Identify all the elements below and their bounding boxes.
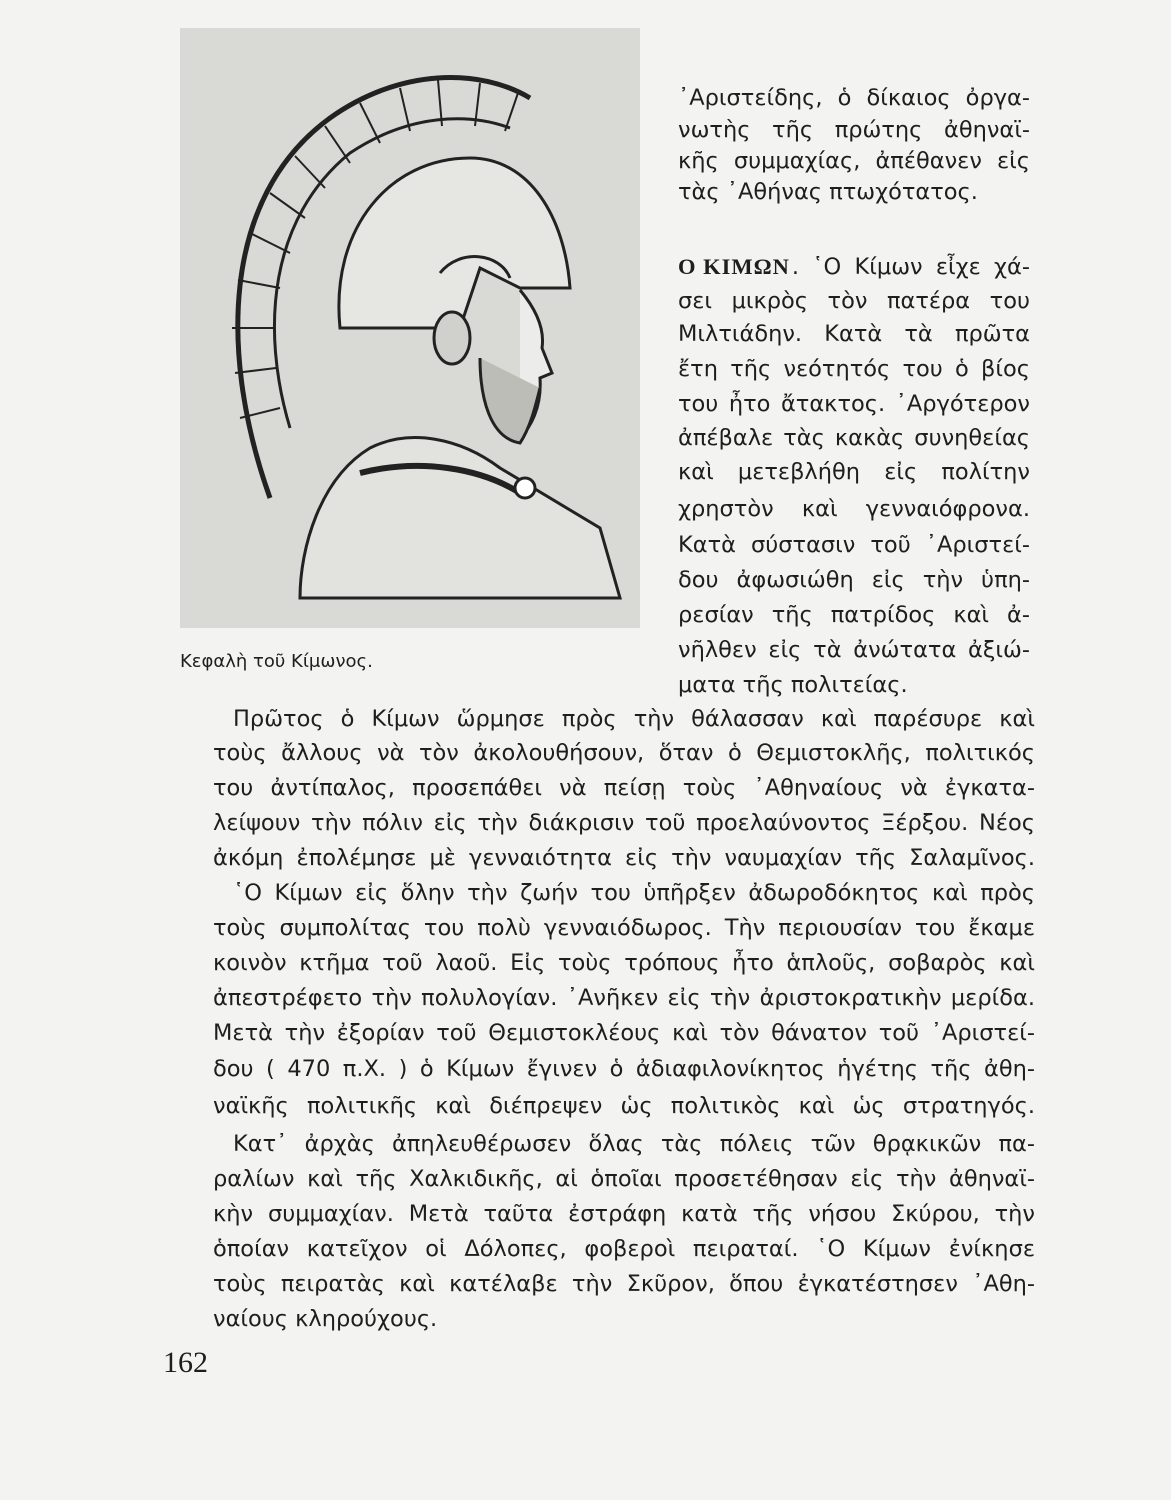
figure-caption: Κεφαλὴ τοῦ Κίμωνος.: [180, 651, 373, 672]
text-line: ἀπεστρέφετο τὴν πολυλογίαν. ᾿Ανῆκεν εἰς τὴν ἀριστοκρατικὴν μερίδα.: [213, 985, 1035, 1011]
text-line: τοὺς συμπολίτας του πολὺ γενναιόδωρος. Τὴν περιουσίαν του ἔκαμε: [213, 915, 1035, 941]
text-line: ὁποίαν κατεῖχον οἱ Δόλοπες, φοβεροὶ πειραταί. ῾Ο Κίμων ἐνίκησε: [213, 1236, 1035, 1262]
text-line: δου ( 470 π.Χ. ) ὁ Κίμων ἔγινεν ὁ ἀδιαφιλονίκητος ἡγέτης τῆς ἀθη-: [213, 1056, 1035, 1082]
text-line: τοὺς πειρατὰς καὶ κατέλαβε τὴν Σκῦρον, ὅπου ἐγκατέστησεν ᾿Αθη-: [213, 1271, 1035, 1297]
text-line: Μιλτιάδην. Κατὰ τὰ πρῶτα: [678, 321, 1030, 347]
text-line: κοινὸν κτῆμα τοῦ λαοῦ. Εἰς τοὺς τρόπους ἦτο ἁπλοῦς, σοβαρὸς καὶ: [213, 950, 1035, 976]
text-line: ἔτη τῆς νεότητός του ὁ βίος: [678, 356, 1030, 382]
text-line: ἀκόμη ἐπολέμησε μὲ γενναιότητα εἰς τὴν ναυμαχίαν τῆς Σαλαμῖνος.: [213, 845, 1035, 871]
text-line: Μετὰ τὴν ἐξορίαν τοῦ Θεμιστοκλέους καὶ τὸν θάνατον τοῦ ᾿Αριστεί-: [213, 1020, 1035, 1046]
page-number: 162: [163, 1346, 208, 1379]
text-line: Κατὰ σύστασιν τοῦ ᾿Αριστεί-: [678, 532, 1030, 558]
text-line: . ῾Ο Κίμων εἶχε χά-: [791, 254, 1030, 280]
text-line: ρεσίαν τῆς πατρίδος καὶ ἀ-: [678, 602, 1030, 628]
text-line: ραλίων καὶ τῆς Χαλκιδικῆς, αἱ ὁποῖαι προσετέθησαν εἰς τὴν ἀθηναϊ-: [213, 1166, 1035, 1192]
text-line: ναϊκῆς πολιτικῆς καὶ διέπρεψεν ὡς πολιτικὸς καὶ ὡς στρατηγός.: [213, 1093, 1035, 1119]
text-line: κῆς συμμαχίας, ἀπέθανεν εἰς: [678, 148, 1030, 174]
section-heading: Ο ΚΙΜΩΝ: [678, 254, 790, 279]
text-line: τοὺς ἄλλους νὰ τὸν ἀκολουθήσουν, ὅταν ὁ Θεμιστοκλῆς, πολιτικός: [213, 740, 1035, 766]
text-line: τὰς ᾿Αθήνας πτωχότατος.: [678, 179, 978, 205]
section-heading-line: [678, 250, 1030, 284]
text-line: ᾿Αριστείδης, ὁ δίκαιος ὀργα-: [678, 85, 1030, 111]
text-line: του ἀντίπαλος, προσεπάθει νὰ πείσῃ τοὺς ᾿Αθηναίους νὰ ἐγκατα-: [213, 775, 1035, 801]
text-line: ματα τῆς πολιτείας.: [678, 672, 908, 698]
text-line: νωτὴς τῆς πρώτης ἀθηναϊ-: [678, 117, 1030, 143]
text-line: νῆλθεν εἰς τὰ ἀνώτατα ἀξιώ-: [678, 637, 1030, 663]
helmet-portrait-drawing: [180, 28, 640, 628]
text-line: δου ἀφωσιώθη εἰς τὴν ὑπη-: [678, 567, 1030, 593]
text-line: του ἦτο ἄτακτος. ᾿Αργότερον: [678, 391, 1030, 417]
text-line: Κατ᾿ ἀρχὰς ἀπηλευθέρωσεν ὅλας τὰς πόλεις τῶν θρᾳκικῶν πα-: [233, 1131, 1035, 1157]
text-line: Πρῶτος ὁ Κίμων ὥρμησε πρὸς τὴν θάλασσαν καὶ παρέσυρε καὶ: [233, 706, 1035, 732]
text-line: λείψουν τὴν πόλιν εἰς τὴν διάκρισιν τοῦ προελαύνοντος Ξέρξου. Νέος: [213, 810, 1035, 836]
text-line: ναίους κληρούχους.: [213, 1306, 438, 1332]
kimon-helmet-illustration: [180, 28, 640, 628]
text-line: σει μικρὸς τὸν πατέρα του: [678, 288, 1030, 314]
text-line: ἀπέβαλε τὰς κακὰς συνηθείας: [678, 425, 1030, 451]
text-line: κὴν συμμαχίαν. Μετὰ ταῦτα ἐστράφη κατὰ τῆς νήσου Σκύρου, τὴν: [213, 1201, 1035, 1227]
text-line: καὶ μετεβλήθη εἰς πολίτην: [678, 459, 1030, 485]
text-line: ῾Ο Κίμων εἰς ὅλην τὴν ζωήν του ὑπῆρξεν ἀδωροδόκητος καὶ πρὸς: [233, 880, 1035, 906]
text-line: χρηστὸν καὶ γενναιόφρονα.: [678, 496, 1030, 522]
